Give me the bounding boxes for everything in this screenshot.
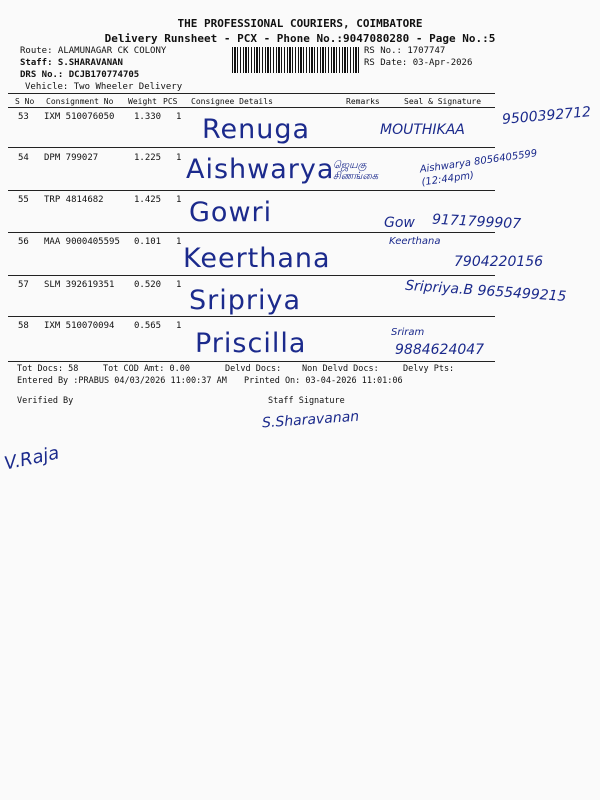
row-consignment: SLM 392619351 <box>44 280 115 290</box>
remarks-handwriting: ஜெயகு சிணங்கை <box>333 160 379 182</box>
row-consignment: TRP 4814682 <box>44 195 104 205</box>
rs-number: RS No.: 1707747 <box>364 46 446 56</box>
col-seal: Seal & Signature <box>404 97 482 106</box>
row-consignment: DPM 799027 <box>44 153 99 163</box>
row-pcs: 1 <box>176 195 182 205</box>
col-remarks: Remarks <box>346 97 380 106</box>
row-weight: 0.520 <box>134 280 162 290</box>
consignee-handwriting: Keerthana <box>183 243 331 274</box>
consignee-handwriting: Priscilla <box>195 328 307 359</box>
consignee-handwriting: Sripriya <box>189 285 302 316</box>
delivered-docs: Delvd Docs: <box>225 364 282 374</box>
row-pcs: 1 <box>176 237 182 247</box>
phone-handwriting: 9884624047 <box>395 342 485 358</box>
remarks-handwriting: Gow <box>384 215 415 231</box>
phone-handwriting: 9171799907 <box>431 211 522 233</box>
verifier-signature-handwriting: V.Raja <box>2 442 62 475</box>
row-divider <box>8 232 495 233</box>
col-sno: S No <box>15 97 35 106</box>
row-divider <box>8 190 495 191</box>
row-sno: 58 <box>18 321 29 331</box>
col-pcs: PCS <box>163 97 178 106</box>
consignee-handwriting: Renuga <box>202 114 311 145</box>
runsheet-subtitle: Delivery Runsheet - PCX - Phone No.:9047080280 - Page No.:5 <box>104 32 496 45</box>
row-pcs: 1 <box>176 112 182 122</box>
row-consignment: IXM 510070094 <box>44 321 115 331</box>
verified-by-label: Verified By <box>17 396 74 406</box>
consignee-handwriting: Aishwarya <box>186 154 335 185</box>
staff-label: Staff: S.SHARAVANAN <box>20 58 123 68</box>
row-weight: 0.101 <box>134 237 162 247</box>
row-divider <box>8 147 495 148</box>
drs-number: DRS No.: DCJB170774705 <box>20 70 140 80</box>
col-consignee: Consignee Details <box>191 97 273 106</box>
barcode-image <box>232 47 360 73</box>
row-pcs: 1 <box>176 321 182 331</box>
signature-handwriting: Sripriya.B 9655499215 <box>404 277 567 305</box>
header-bottom-rule <box>8 107 495 108</box>
vehicle-label: Vehicle: Two Wheeler Delivery <box>25 82 183 92</box>
non-delivered-docs: Non Delvd Docs: <box>302 364 379 374</box>
row-consignment: MAA 9000405595 <box>44 237 120 247</box>
signature-handwriting: Aishwarya 8056405599 (12:44pm) <box>419 148 538 189</box>
consignee-handwriting: Gowri <box>189 197 273 228</box>
delivery-points: Delvy Pts: <box>403 364 455 374</box>
row-pcs: 1 <box>176 153 182 163</box>
row-weight: 1.330 <box>134 112 162 122</box>
row-divider <box>8 316 495 317</box>
remarks-handwriting: Keerthana <box>389 236 441 247</box>
row-sno: 54 <box>18 153 29 163</box>
staff-signature-handwriting: S.Sharavanan <box>261 408 360 432</box>
remarks-handwriting: Sriram <box>391 327 425 338</box>
row-weight: 0.565 <box>134 321 162 331</box>
printed-on: Printed On: 03-04-2026 11:01:06 <box>244 376 403 386</box>
row-consignment: IXM 510076050 <box>44 112 115 122</box>
table-bottom-rule <box>8 361 495 362</box>
row-sno: 55 <box>18 195 29 205</box>
col-weight: Weight <box>128 97 157 106</box>
header-top-rule <box>8 93 495 94</box>
col-consignment: Consignment No <box>46 97 114 106</box>
remarks-handwriting: MOUTHIKAA <box>380 122 465 138</box>
staff-signature-label: Staff Signature <box>268 396 345 406</box>
total-cod-amount: Tot COD Amt: 0.00 <box>103 364 190 374</box>
phone-handwriting: 9500392712 <box>501 104 592 128</box>
route-label: Route: ALAMUNAGAR CK COLONY <box>20 46 167 56</box>
row-pcs: 1 <box>176 280 182 290</box>
row-sno: 57 <box>18 280 29 290</box>
row-sno: 53 <box>18 112 29 122</box>
entered-by: Entered By :PRABUS 04/03/2026 11:00:37 AM <box>17 376 227 386</box>
row-sno: 56 <box>18 237 29 247</box>
row-divider <box>8 275 495 276</box>
total-docs: Tot Docs: 58 <box>17 364 79 374</box>
row-weight: 1.225 <box>134 153 162 163</box>
rs-date: RS Date: 03-Apr-2026 <box>364 58 473 68</box>
company-title: THE PROFESSIONAL COURIERS, COIMBATORE <box>177 17 423 30</box>
row-weight: 1.425 <box>134 195 162 205</box>
phone-handwriting: 7904220156 <box>454 254 544 270</box>
